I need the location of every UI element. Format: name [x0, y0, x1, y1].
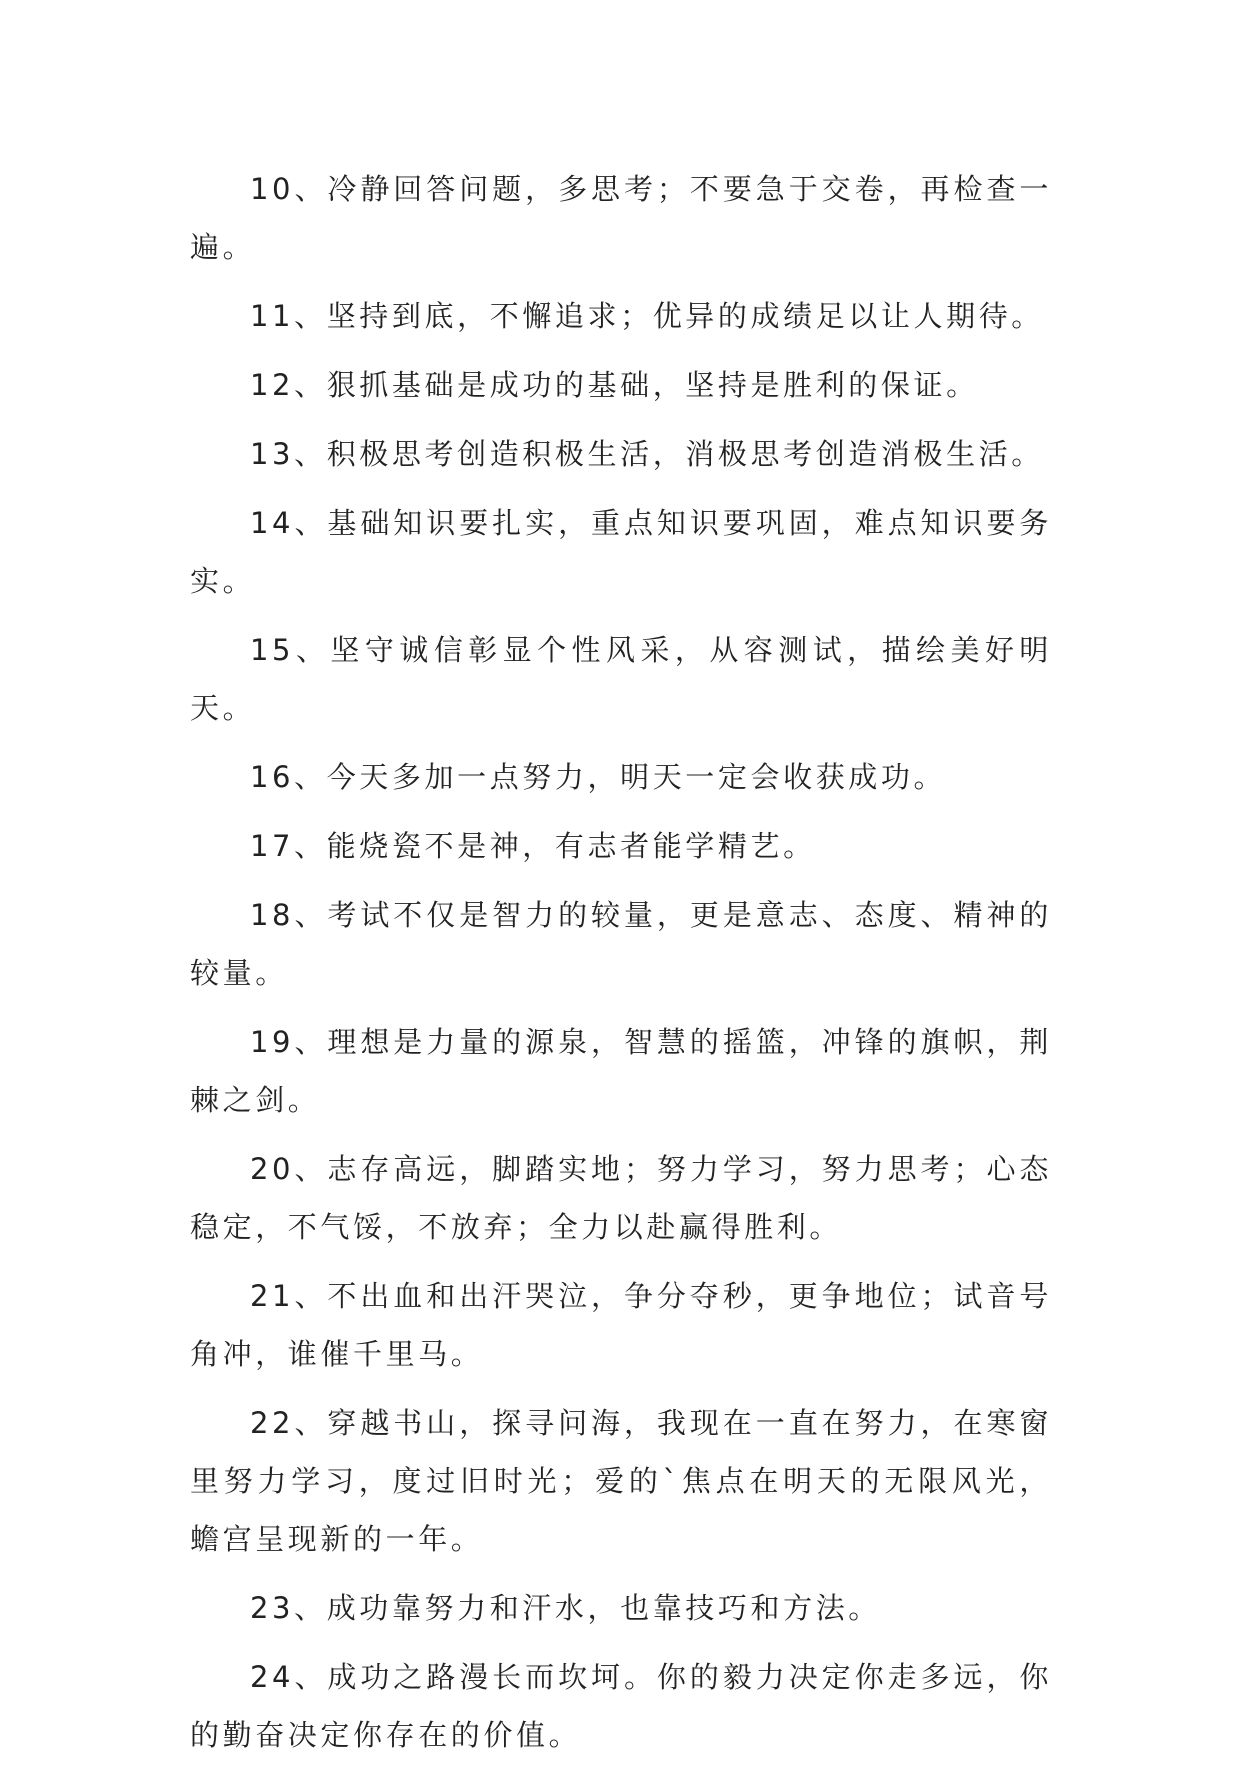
paragraph-item-20: 20、志存高远，脚踏实地；努力学习，努力思考；心态稳定，不气馁，不放弃；全力以赴赢得胜利。 — [190, 1152, 1052, 1244]
paragraph-item-14: 14、基础知识要扎实，重点知识要巩固，难点知识要务实。 — [190, 506, 1052, 598]
paragraph-item-10: 10、冷静回答问题，多思考；不要急于交卷，再检查一遍。 — [190, 172, 1052, 264]
paragraph-item-12: 12、狠抓基础是成功的基础，坚持是胜利的保证。 — [250, 368, 979, 402]
paragraph-item-18: 18、考试不仅是智力的较量，更是意志、态度、精神的较量。 — [190, 898, 1052, 990]
paragraph-item-24: 24、成功之路漫长而坎坷。你的毅力决定你走多远，你的勤奋决定你存在的价值。 — [190, 1660, 1052, 1752]
paragraph-item-16: 16、今天多加一点努力，明天一定会收获成功。 — [250, 760, 947, 794]
paragraph-item-15: 15、坚守诚信彰显个性风采，从容测试，描绘美好明天。 — [190, 633, 1052, 725]
paragraph-item-22: 22、穿越书山，探寻问海，我现在一直在努力，在寒窗里努力学习，度过旧时光；爱的`焦点在明天的无限风光，蟾宫呈现新的一年。 — [190, 1406, 1052, 1556]
paragraph-item-21: 21、不出血和出汗哭泣，争分夺秒，更争地位；试音号角冲，谁催千里马。 — [190, 1279, 1052, 1371]
paragraph-item-23: 23、成功靠努力和汗水，也靠技巧和方法。 — [250, 1591, 881, 1625]
document-body — [190, 160, 1052, 1775]
paragraph-item-11: 11、坚持到底，不懈追求；优异的成绩足以让人期待。 — [250, 299, 1044, 333]
paragraph-item-13: 13、积极思考创造积极生活，消极思考创造消极生活。 — [250, 437, 1044, 471]
paragraph-item-19: 19、理想是力量的源泉，智慧的摇篮，冲锋的旗帜，荆棘之剑。 — [190, 1025, 1052, 1117]
paragraph-item-17: 17、能烧瓷不是神，有志者能学精艺。 — [250, 829, 816, 863]
